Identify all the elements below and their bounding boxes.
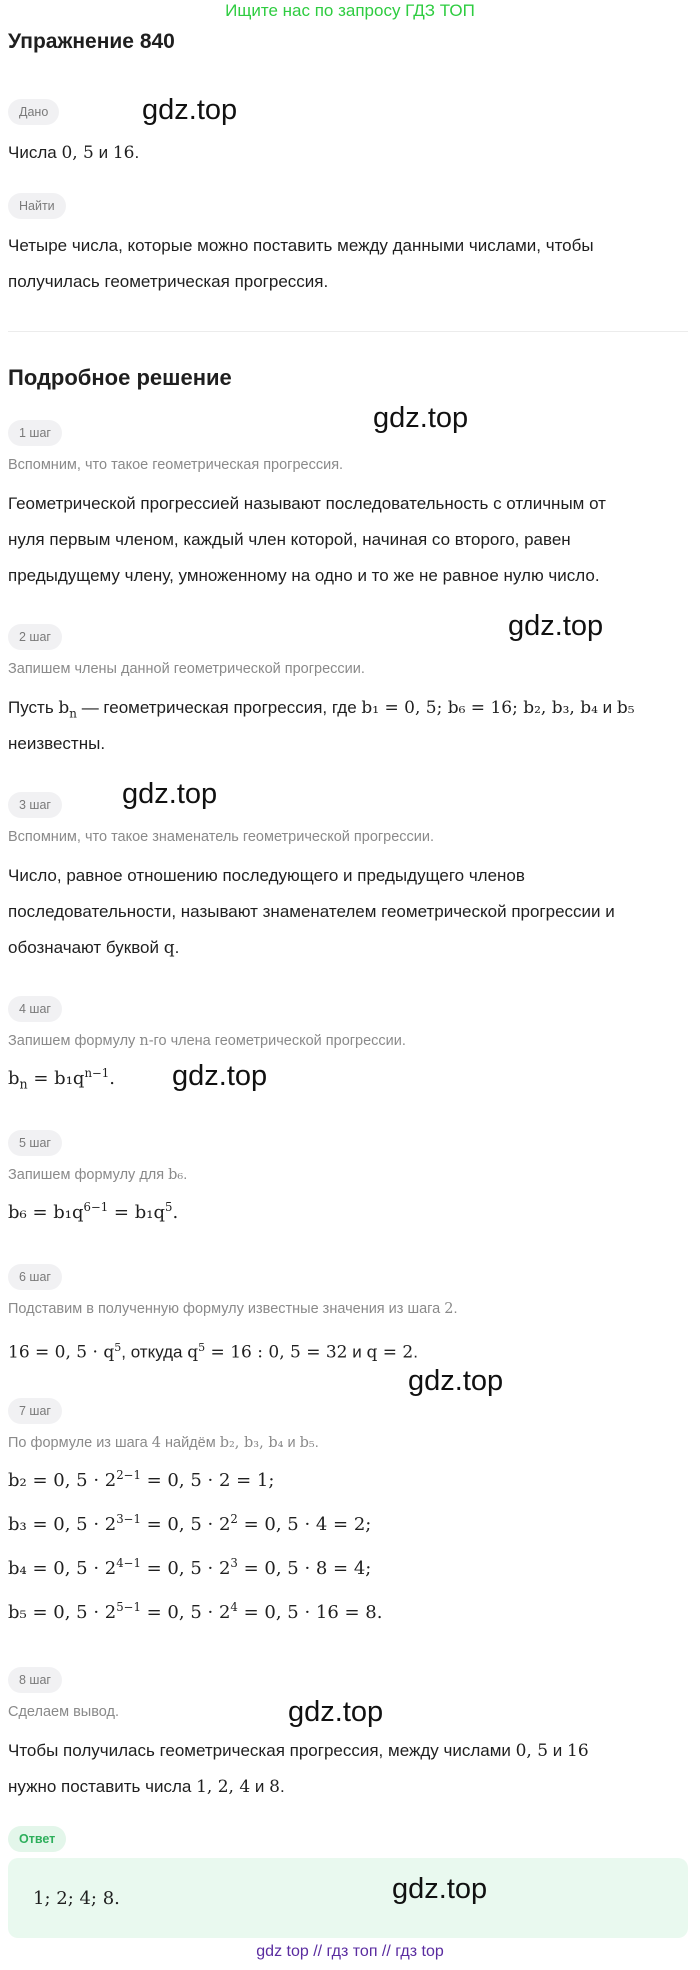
- step-6-badge: 6 шаг: [8, 1264, 62, 1290]
- watermark: gdz.top: [172, 1060, 268, 1092]
- step-2-badge: 2 шаг: [8, 624, 62, 650]
- step-3-line-3: обозначают буквой q.: [8, 938, 180, 958]
- watermark: gdz.top: [408, 1365, 504, 1397]
- watermark: gdz.top: [392, 1873, 488, 1905]
- step-4-badge: 4 шаг: [8, 996, 62, 1022]
- step-6-hint: Подставим в полученную формулу известные значения из шага 2.: [8, 1301, 458, 1317]
- answer-badge: Ответ: [8, 1826, 66, 1852]
- page-title: Упражнение 840: [8, 30, 175, 53]
- step-7-row-b3: b₃ = 0, $5 \cdot 2^{3-1} = 0$, $5 \cdot 2^2 = 0$, 5 · 4 = 2;: [8, 1512, 372, 1535]
- given-badge: Дано: [8, 99, 59, 125]
- step-1-hint: Вспомним, что такое геометрическая прогрессия.: [8, 457, 344, 473]
- watermark: gdz.top: [142, 94, 238, 126]
- step-1-badge: 1 шаг: [8, 420, 62, 446]
- step-8-line-2: нужно поставить числа 1, 2, 4 и 8.: [8, 1777, 285, 1797]
- find-text-line-2: получилась геометрическая прогрессия.: [8, 272, 329, 291]
- step-8-badge: 8 шаг: [8, 1667, 62, 1693]
- watermark: gdz.top: [508, 610, 604, 642]
- section-title: Подробное решение: [8, 365, 232, 390]
- watermark: gdz.top: [122, 778, 218, 810]
- step-7-row-b2: b₂ = 0, $5 \cdot 2^{2-1} = 0$, 5 · 2 = 1;: [8, 1468, 275, 1491]
- step-4-hint: Запишем формулу n-го члена геометрической прогрессии.: [8, 1033, 406, 1049]
- footer-links[interactable]: gdz top // гдз топ // гдз top: [256, 1943, 444, 1960]
- find-badge: Найти: [8, 193, 66, 219]
- step-5-formula: $b_6 = b_1q^{6-1} = b_1q^5$.: [8, 1200, 179, 1223]
- step-1-line-3: предыдущему члену, умноженному на одно и то же не равное нулю число.: [8, 566, 600, 585]
- given-text: Числа 0, 5 и 16.: [8, 143, 140, 163]
- step-8-hint: Сделаем вывод.: [8, 1704, 120, 1720]
- step-6-line: 16 = 0, $5 \cdot q^5$, откуда $q^5 = 16$ : 0, 5 = 32 и q = 2.: [8, 1341, 418, 1363]
- step-5-badge: 5 шаг: [8, 1130, 62, 1156]
- step-4-formula: $b_n = b_1q^{n-1}$.: [8, 1066, 115, 1092]
- step-2-line-1: Пусть $b_n$ — геометрическая прогрессия, где b₁ = 0, 5; b₆ = 16; b₂, b₃, b₄ и b₅: [8, 698, 635, 721]
- step-2-hint: Запишем члены данной геометрической прогрессии.: [8, 661, 365, 677]
- step-3-line-1: Число, равное отношению последующего и предыдущего членов: [8, 866, 525, 885]
- top-banner: Ищите нас по запросу ГДЗ ТОП: [225, 1, 475, 20]
- divider: [8, 331, 688, 332]
- step-7-row-b5: b₅ = 0, $5 \cdot 2^{5-1} = 0$, $5 \cdot 2^4 = 0$, 5 · 16 = 8.: [8, 1600, 383, 1623]
- watermark: gdz.top: [373, 402, 469, 434]
- watermark: gdz.top: [288, 1696, 384, 1728]
- step-2-line-2: неизвестны.: [8, 734, 106, 753]
- step-3-line-2: последовательности, называют знаменателем геометрической прогрессии и: [8, 902, 615, 921]
- step-7-badge: 7 шаг: [8, 1398, 62, 1424]
- step-7-row-b4: b₄ = 0, $5 \cdot 2^{4-1} = 0$, $5 \cdot 2^3 = 0$, 5 · 8 = 4;: [8, 1556, 372, 1579]
- find-text-line-1: Четыре числа, которые можно поставить между данными числами, чтобы: [8, 236, 594, 255]
- answer-value: 1; 2; 4; 8.: [33, 1888, 120, 1909]
- step-1-line-1: Геометрической прогрессией называют последовательность с отличным от: [8, 494, 606, 513]
- step-3-hint: Вспомним, что такое знаменатель геометрической прогрессии.: [8, 829, 435, 845]
- step-3-badge: 3 шаг: [8, 792, 62, 818]
- step-1-line-2: нуля первым членом, каждый член которой, начиная со второго, равен: [8, 530, 571, 549]
- step-5-hint: Запишем формулу для b₆.: [8, 1167, 188, 1183]
- step-7-hint: По формуле из шага 4 найдём b₂, b₃, b₄ и b₅.: [8, 1435, 319, 1451]
- step-8-line-1: Чтобы получилась геометрическая прогрессия, между числами 0, 5 и 16: [8, 1741, 589, 1761]
